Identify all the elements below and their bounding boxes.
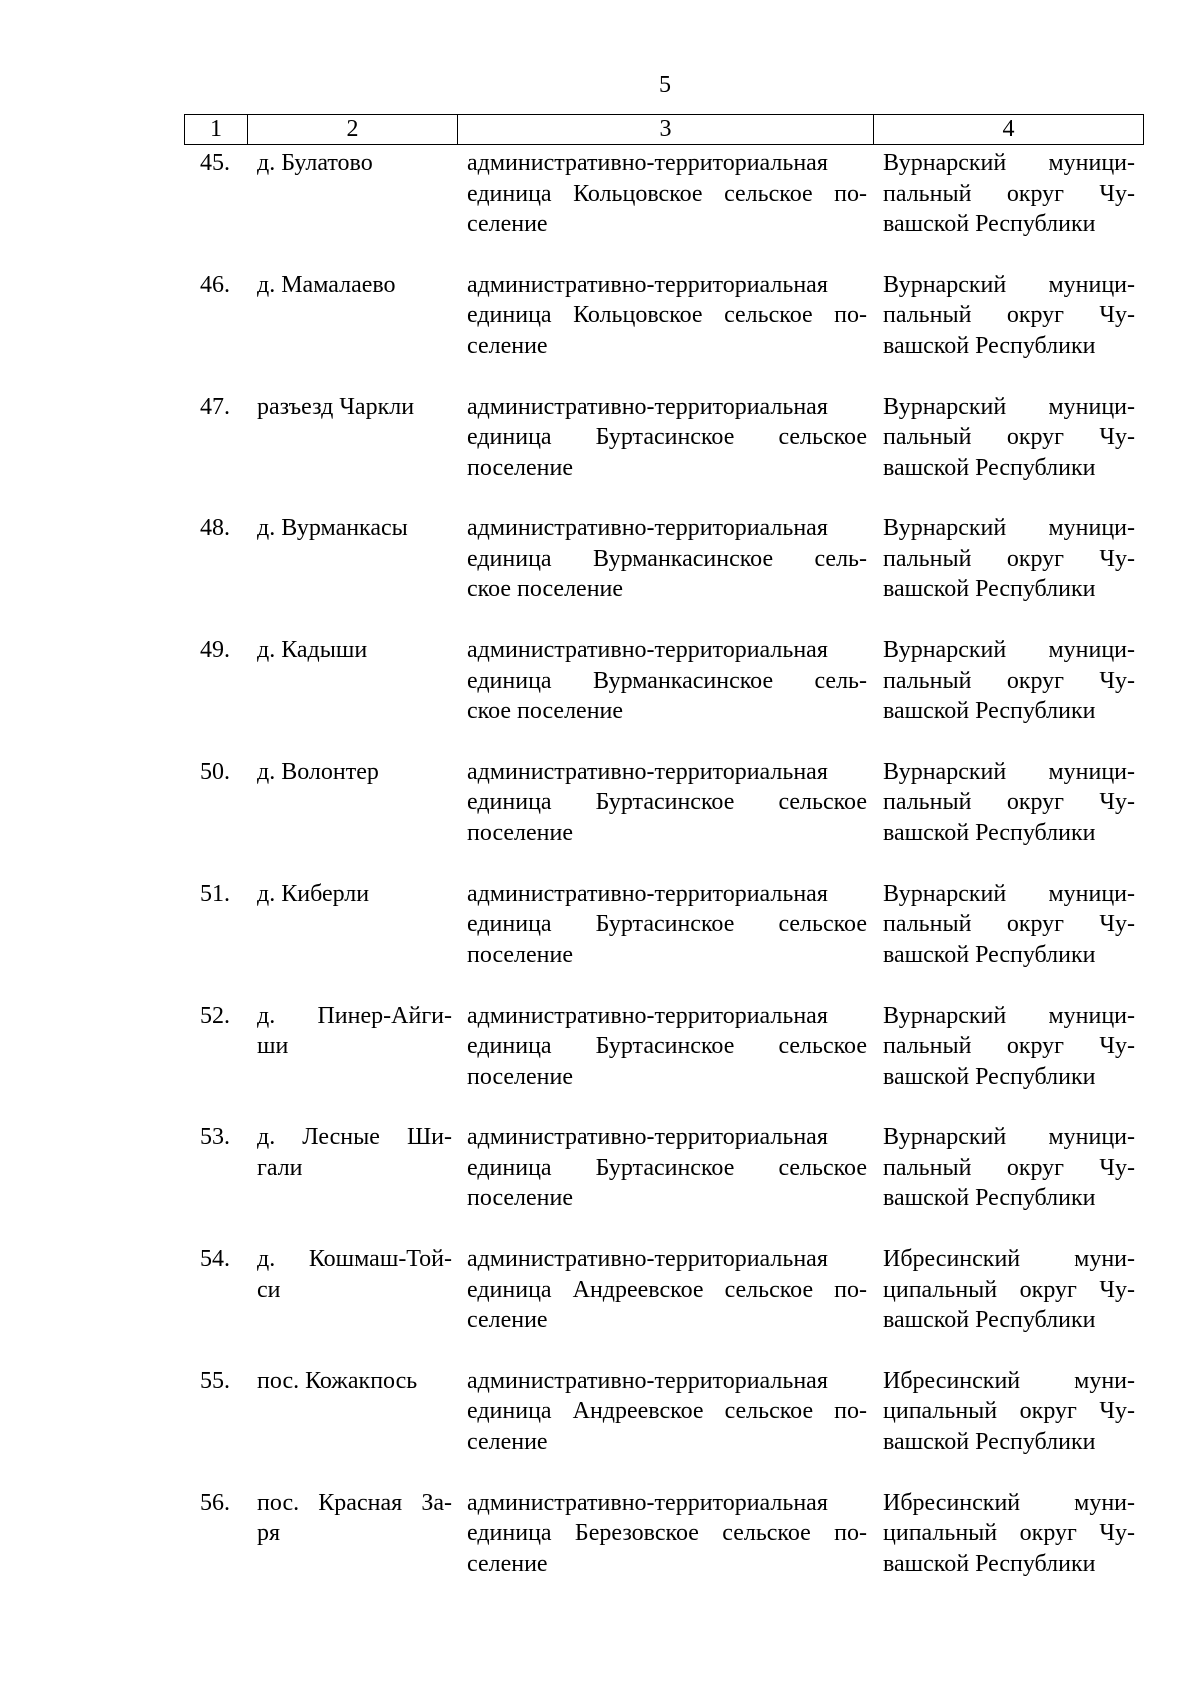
row-number: 48. (200, 515, 230, 542)
territorial-unit-line: единица Андреевское сельское по- (467, 1276, 867, 1303)
settlement-name-line: ря (257, 1520, 281, 1547)
territorial-unit (467, 392, 867, 484)
settlement-name-line: разъезд Чаркли (257, 393, 415, 420)
municipal-district-line: вашской Республики (883, 1185, 1096, 1212)
row-number: 49. (200, 637, 230, 664)
territorial-unit-line: единица Буртасинское сельское (467, 424, 867, 451)
municipal-district (883, 270, 1135, 362)
municipal-district-line: ципальный округ Чу- (883, 1520, 1135, 1547)
municipal-district-line: вашской Республики (883, 698, 1096, 725)
municipal-district-line: вашской Республики (883, 576, 1096, 603)
settlement-name (257, 513, 452, 544)
territorial-unit-line: селение (467, 211, 548, 237)
territorial-unit-line: административно-территориальная (467, 150, 828, 176)
row-number: 50. (200, 758, 230, 785)
territorial-unit-line: административно-территориальная (467, 1124, 828, 1151)
table-row (184, 1488, 1144, 1610)
territorial-unit-line: административно-территориальная (467, 637, 828, 664)
municipal-district-line: Ибресинский муни- (883, 1246, 1135, 1273)
header-col-3: 3 (457, 115, 873, 144)
territorial-unit-line: единица Вурманкасинское сель- (467, 545, 867, 572)
territorial-unit-line: административно-территориальная (467, 1489, 828, 1516)
settlement-name (257, 1001, 452, 1062)
table-row (184, 635, 1144, 757)
table-row (184, 270, 1144, 392)
settlement-name-line: д. Кошмаш-Той- (257, 1246, 452, 1273)
table-row (184, 148, 1144, 270)
territorial-unit (467, 1244, 867, 1336)
municipal-district-line: вашской Республики (883, 211, 1096, 237)
settlement-name (257, 392, 452, 423)
territorial-unit-line: селение (467, 1428, 548, 1455)
municipal-district (883, 513, 1135, 605)
municipal-district (883, 879, 1135, 971)
settlement-name (257, 757, 452, 788)
row-number: 51. (200, 880, 230, 907)
territorial-unit-line: административно-территориальная (467, 393, 828, 420)
municipal-district-line: Вурнарский муници- (883, 1002, 1135, 1029)
settlement-name (257, 1244, 452, 1305)
municipal-district (883, 635, 1135, 727)
municipal-district-line: Вурнарский муници- (883, 515, 1135, 542)
territorial-unit (467, 1488, 867, 1580)
territorial-unit (467, 270, 867, 362)
municipal-district-line: пальный округ Чу- (883, 789, 1135, 816)
table-row (184, 513, 1144, 635)
settlement-name (257, 1488, 452, 1549)
territorial-unit-line: селение (467, 1550, 548, 1577)
settlement-name-line: ши (257, 1033, 289, 1060)
municipal-district-line: пальный округ Чу- (883, 545, 1135, 572)
territorial-unit-line: селение (467, 332, 548, 359)
territorial-unit (467, 148, 867, 240)
table-header (184, 114, 1144, 145)
territorial-unit-line: единица Буртасинское сельское (467, 1154, 867, 1181)
territorial-unit-line: административно-территориальная (467, 880, 828, 907)
municipal-district (883, 392, 1135, 484)
territorial-unit (467, 1366, 867, 1458)
settlement-name (257, 635, 452, 666)
table-row (184, 1122, 1144, 1244)
settlement-name (257, 879, 452, 910)
settlement-name-line: гали (257, 1154, 303, 1181)
territorial-unit-line: поселение (467, 819, 574, 846)
territorial-unit-line: единица Андреевское сельское по- (467, 1398, 867, 1425)
settlement-name-line: д. Киберли (257, 880, 370, 907)
row-number: 52. (200, 1002, 230, 1029)
territorial-unit (467, 513, 867, 605)
header-col-4: 4 (873, 115, 1144, 144)
settlement-name-line: пос. Кожакпось (257, 1367, 418, 1394)
row-number: 47. (200, 393, 230, 420)
row-number: 46. (200, 271, 230, 298)
settlement-name (257, 148, 452, 179)
municipal-district-line: ципальный округ Чу- (883, 1398, 1135, 1425)
table-row (184, 1366, 1144, 1488)
municipal-district (883, 1366, 1135, 1458)
header-col-2: 2 (247, 115, 457, 144)
municipal-district-line: вашской Республики (883, 1307, 1096, 1334)
municipal-district-line: Вурнарский муници- (883, 758, 1135, 785)
municipal-district (883, 1244, 1135, 1336)
header-col-1: 1 (184, 115, 247, 144)
table-row (184, 879, 1144, 1001)
municipal-district-line: Ибресинский муни- (883, 1367, 1135, 1394)
municipal-district-line: вашской Республики (883, 332, 1096, 359)
municipal-district-line: Вурнарский муници- (883, 150, 1135, 176)
territorial-unit (467, 757, 867, 849)
municipal-district-line: вашской Республики (883, 1063, 1096, 1090)
territorial-unit-line: единица Вурманкасинское сель- (467, 667, 867, 694)
municipal-district-line: вашской Республики (883, 819, 1096, 846)
territorial-unit-line: поселение (467, 941, 574, 968)
row-number: 56. (200, 1489, 230, 1516)
settlement-name-line: д. Булатово (257, 150, 373, 176)
settlement-name-line: д. Пинер-Айги- (257, 1002, 452, 1029)
municipal-district-line: пальный округ Чу- (883, 1033, 1135, 1060)
settlement-name-line: си (257, 1276, 281, 1303)
settlement-name-line: д. Волонтер (257, 758, 379, 785)
table-body (184, 148, 1144, 1610)
municipal-district-line: вашской Республики (883, 1550, 1096, 1577)
municipal-district-line: пальный округ Чу- (883, 1154, 1135, 1181)
municipal-district (883, 1001, 1135, 1093)
territorial-unit-line: селение (467, 1307, 548, 1334)
municipal-district-line: пальный округ Чу- (883, 911, 1135, 938)
municipal-district-line: пальный округ Чу- (883, 667, 1135, 694)
municipal-district-line: Вурнарский муници- (883, 1124, 1135, 1151)
municipal-district-line: Вурнарский муници- (883, 880, 1135, 907)
municipal-district-line: Вурнарский муници- (883, 271, 1135, 298)
territorial-unit (467, 1001, 867, 1093)
row-number: 53. (200, 1124, 230, 1151)
settlement-name-line: д. Кадыши (257, 637, 368, 664)
territorial-unit-line: поселение (467, 454, 574, 481)
settlement-name-line: д. Лесные Ши- (257, 1124, 452, 1151)
territorial-unit-line: административно-территориальная (467, 758, 828, 785)
table-row (184, 1244, 1144, 1366)
territorial-unit-line: поселение (467, 1063, 574, 1090)
page-number: 5 (659, 72, 671, 98)
table-row (184, 1001, 1144, 1123)
municipal-district-line: Вурнарский муници- (883, 637, 1135, 664)
row-number: 54. (200, 1246, 230, 1273)
territorial-unit-line: единица Кольцовское сельское по- (467, 180, 867, 207)
territorial-unit (467, 635, 867, 727)
row-number: 45. (200, 150, 230, 176)
municipal-district-line: вашской Республики (883, 454, 1096, 481)
settlement-name-line: пос. Красная За- (257, 1489, 452, 1516)
table-row (184, 392, 1144, 514)
municipal-district (883, 1122, 1135, 1214)
municipal-district-line: пальный округ Чу- (883, 424, 1135, 451)
territorial-unit (467, 1122, 867, 1214)
municipal-district (883, 757, 1135, 849)
territorial-unit-line: административно-территориальная (467, 1367, 828, 1394)
territorial-unit (467, 879, 867, 971)
territorial-unit-line: единица Буртасинское сельское (467, 789, 867, 816)
settlement-name-line: д. Мамалаево (257, 271, 396, 298)
municipal-district-line: Ибресинский муни- (883, 1489, 1135, 1516)
settlement-name (257, 1122, 452, 1183)
municipal-district-line: пальный округ Чу- (883, 302, 1135, 329)
territorial-unit-line: единица Буртасинское сельское (467, 1033, 867, 1060)
table-row (184, 757, 1144, 879)
municipal-district (883, 1488, 1135, 1580)
territorial-unit-line: единица Кольцовское сельское по- (467, 302, 867, 329)
territorial-unit-line: административно-территориальная (467, 271, 828, 298)
municipal-district-line: Вурнарский муници- (883, 393, 1135, 420)
municipal-district-line: ципальный округ Чу- (883, 1276, 1135, 1303)
territorial-unit-line: единица Буртасинское сельское (467, 911, 867, 938)
municipal-district (883, 148, 1135, 240)
municipal-district-line: пальный округ Чу- (883, 180, 1135, 207)
settlement-name (257, 1366, 452, 1397)
territorial-unit-line: единица Березовское сельское по- (467, 1520, 867, 1547)
settlement-name (257, 270, 452, 301)
territorial-unit-line: административно-территориальная (467, 1246, 828, 1273)
territorial-unit-line: ское поселение (467, 698, 624, 725)
territorial-unit-line: поселение (467, 1185, 574, 1212)
municipal-district-line: вашской Республики (883, 941, 1096, 968)
settlement-name-line: д. Вурманкасы (257, 515, 408, 542)
territorial-unit-line: административно-территориальная (467, 515, 828, 542)
municipal-district-line: вашской Республики (883, 1428, 1096, 1455)
territorial-unit-line: ское поселение (467, 576, 624, 603)
territorial-unit-line: административно-территориальная (467, 1002, 828, 1029)
row-number: 55. (200, 1367, 230, 1394)
